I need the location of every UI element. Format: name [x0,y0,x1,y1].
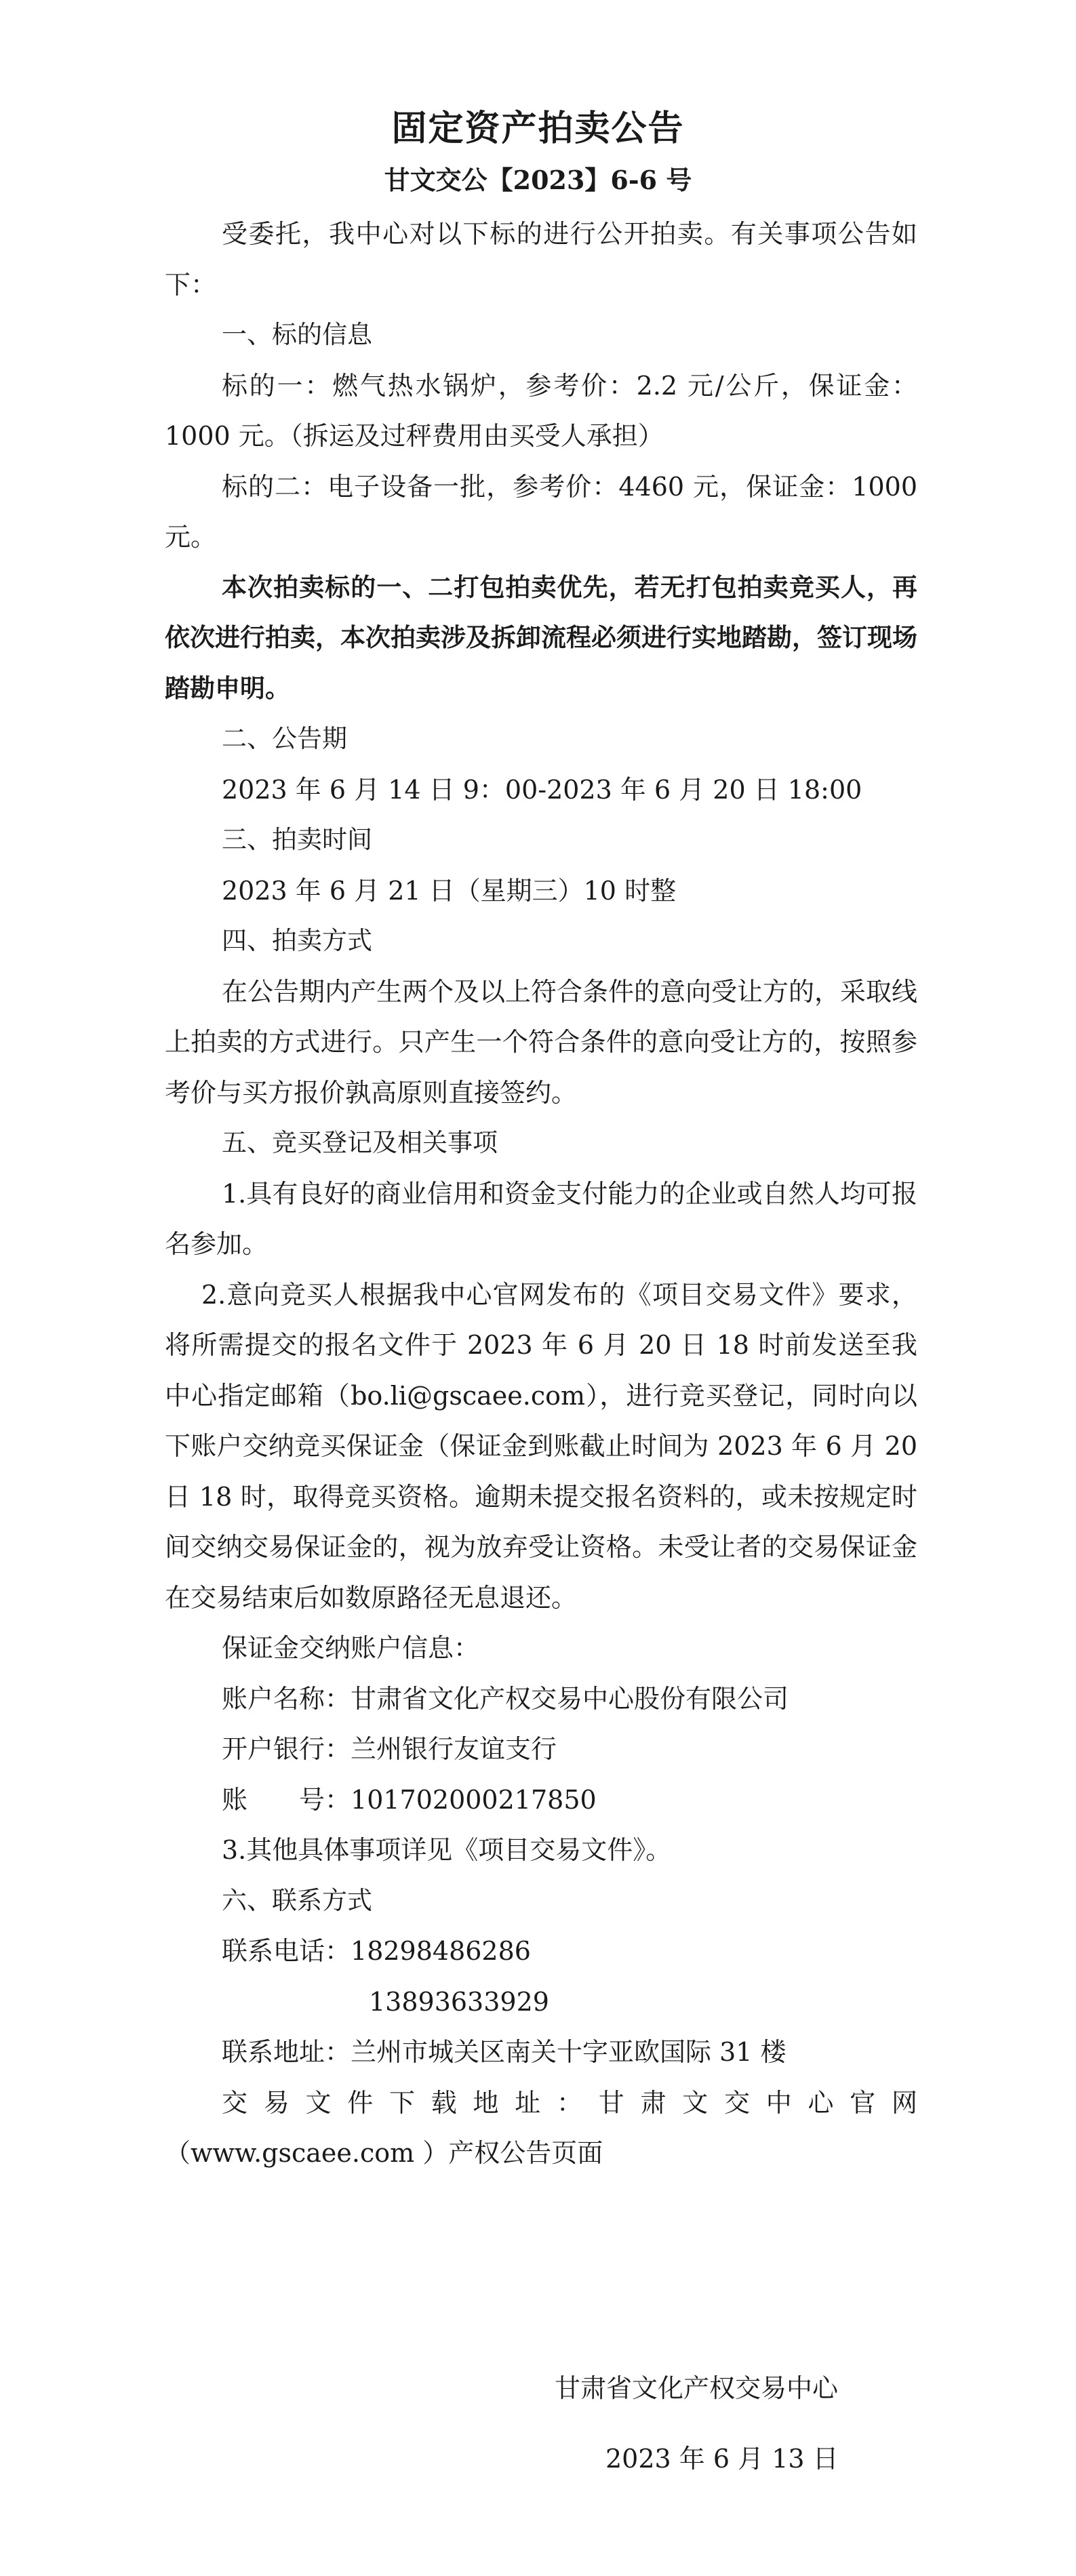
auction-time-text: 2023 年 6 月 21 日（星期三）10 时整 [222,875,677,906]
document-number: 甘文交公【2023】6-6 号 [384,165,692,195]
account-number-label: 账 号： [222,1784,351,1815]
deposit-bank: 开户银行：兰州银行友谊支行 [222,1734,557,1764]
registration-item-3: 3.其他具体事项详见《项目交易文件》。 [222,1835,672,1865]
subject-item-2: 标的二：电子设备一批，参考价：4460 元，保证金：1000 元。 [165,471,917,552]
contact-phone-line-2 [165,1977,917,2028]
announcement-body [165,209,917,2179]
download-address-line-2: （www.gscaee.com ）产权公告页面 [165,2138,603,2168]
contact-phone-1: 18298486286 [351,1936,531,1966]
contact-phone-label: 联系电话： [222,1936,351,1966]
intro-paragraph: 受委托，我中心对以下标的进行公开拍卖。有关事项公告如下： [165,219,917,300]
contact-address: 联系地址：兰州市城关区南关十字亚欧国际 31 楼 [222,2037,786,2067]
bundle-auction-note: 本次拍卖标的一、二打包拍卖优先，若无打包拍卖竞买人，再依次进行拍卖，本次拍卖涉及拆卸流程必须进行实地踏勘，签订现场踏勘申明。 [165,572,917,703]
page-title: 固定资产拍卖公告 [391,108,685,149]
section-heading-contact: 六、联系方式 [222,1885,372,1915]
deposit-account-number-line [165,1775,917,1826]
subject-item-1: 标的一：燃气热水锅炉，参考价：2.2 元/公斤，保证金：1000 元。（拆运及过秤费用由买受人承担） [165,370,917,451]
section-heading-auction-time: 三、拍卖时间 [222,825,372,854]
registration-item-2: 2.意向竞买人根据我中心官网发布的《项目交易文件》要求，将所需提交的报名文件于 2023 年 6 月 20 日 18 时前发送至我中心指定邮箱（bo.li@gscaee.com），进行竞买登记，同时向以下账户交纳竞买保证金（保证金到账截止时间为 2023 年 6 月 20 日 18 时，取得竞买资格。逾期未提交报名资料的，或未按规定时间交纳交易保证金的，视为放弃受让资格。未受让者的交易保证金在交易结束后如数原路径无息退还。 [165,1279,917,1613]
section-heading-registration: 五、竞买登记及相关事项 [222,1128,498,1157]
auction-method-text: 在公告期内产生两个及以上符合条件的意向受让方的，采取线上拍卖的方式进行。只产生一个符合条件的意向受让方的，按照参考价与买方报价孰高原则直接签约。 [165,976,918,1108]
contact-phone-2: 13893633929 [369,1986,549,2017]
deposit-account-title: 保证金交纳账户信息： [222,1633,480,1663]
account-number-value: 101702000217850 [351,1784,597,1815]
notice-period-text: 2023 年 6 月 14 日 9：00-2023 年 6 月 20 日 18:00 [222,774,862,805]
section-heading-auction-method: 四、拍卖方式 [222,926,372,955]
section-heading-period: 二、公告期 [222,724,347,753]
download-address-line-1: 交易文件下载地址：甘肃文交中心官网 [222,2087,917,2118]
section-heading-subject: 一、标的信息 [222,320,372,349]
signature-date: 2023 年 6 月 13 日 [605,2444,839,2474]
registration-item-1: 1.具有良好的商业信用和资金支付能力的企业或自然人均可报名参加。 [165,1178,917,1259]
contact-phone-line-1 [165,1926,917,1977]
deposit-account-name: 账户名称：甘肃省文化产权交易中心股份有限公司 [222,1683,789,1714]
signature-organization: 甘肃省文化产权交易中心 [555,2373,839,2403]
